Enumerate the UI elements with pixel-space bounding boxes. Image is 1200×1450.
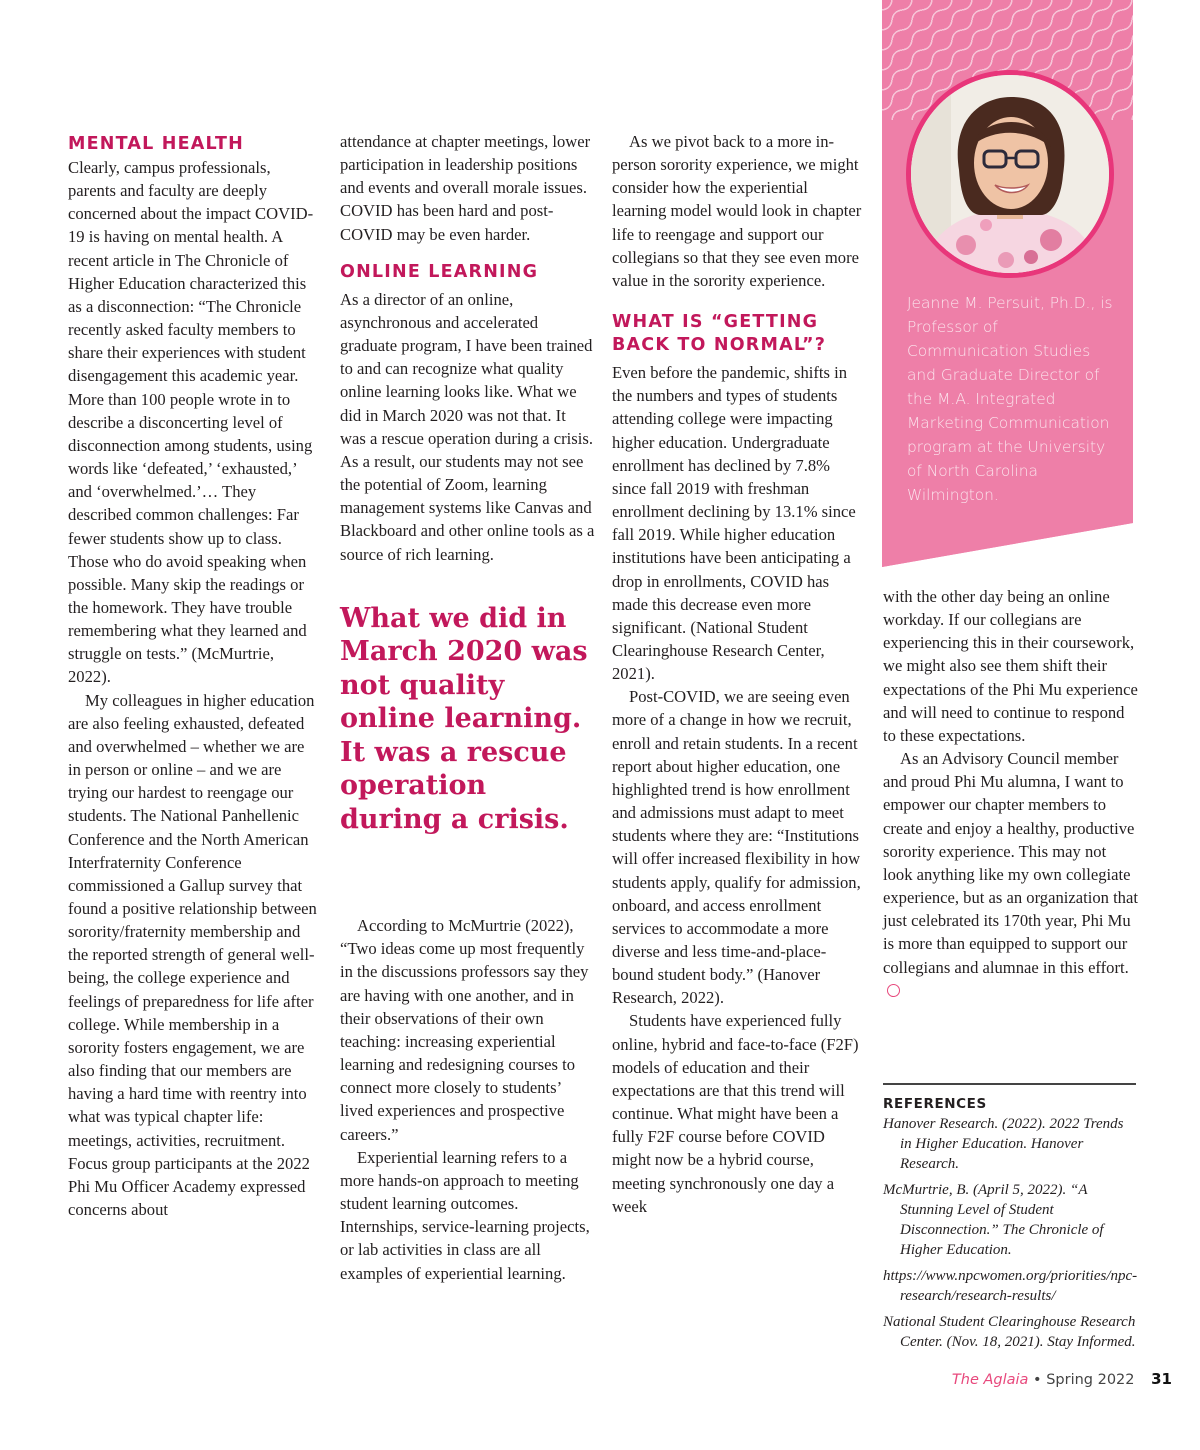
pandemic-paragraph: Even before the pandemic, shifts in the numbers and types of students attending college were impacting higher education. Undergraduate enrollment has declined by 7.8% since fall 2019 with freshman enrollment declining by 13.1% since fall 2019. While higher education institutions have been anticipating a drop in enrollments, COVID has made this decrease even more significant. (National Student Clearinghouse Research Center, 2021). — [612, 363, 856, 684]
magazine-name: The Aglaia — [951, 1372, 1029, 1388]
colleagues-paragraph: My colleagues in higher education are also feeling exhausted, defeated and overwhelmed – whether we are in person or online – and we are trying our hardest to reengage our students. The National Panhellenic Conference and the North American Interfraternity Conference commissioned a Gallup survey that found a positive relationship between sorority/fraternity membership and the reported strength of general well-being, the college experience and feelings of preparedness for life after college. While membership in a sorority fosters engagement, we are also finding that our members are having a hard time with reentry into what was typical chapter life: meetings, activities, recruitment. Focus group participants at the 2022 Phi Mu Officer Academy expressed concerns about — [68, 690, 317, 1220]
references — [883, 1096, 1138, 1358]
author-portrait — [906, 70, 1114, 278]
advisory-council-text: As an Advisory Council member and proud Phi Mu alumna, I want to empower our chapter members to create and enjoy a healthy, productive sorority experience. This may not look anything like my own collegiate experience, but as an organization that just celebrated its 170th year, Phi Mu is more than equipped to support our collegians and alumnae in this effort. — [883, 749, 1138, 977]
references-divider — [883, 1083, 1136, 1085]
reference-item: https://www.npcwomen.org/priorities/npc-research/research-results/ — [883, 1268, 1138, 1304]
references-heading: REFERENCES — [883, 1096, 987, 1112]
post-covid-paragraph: Post-COVID, we are seeing even more of a change in how we recruit, enroll and retain students. In a recent report about higher education, one highlighted trend is how enrollment and admissions must adapt to meet students where they are: “Institutions will offer increased flexibility in how students apply, qualify for admission, onboard, and access enrollment services to accommodate a more diverse and less time-and-place-bound student body.” (Hanover Research, 2022). — [612, 687, 861, 1008]
students-paragraph: Students have experienced fully online, hybrid and face-to-face (F2F) models of education and their expectations are that this trend will continue. What might have been a fully F2F course before COVID might now be a hybrid course, meeting synchronously one day a week — [612, 1011, 859, 1216]
advisory-council-paragraph — [883, 747, 1138, 1002]
reference-item: National Student Clearinghouse Research Center. (Nov. 18, 2021). Stay Informed. — [883, 1314, 1136, 1350]
mental-health-heading: MENTAL HEALTH — [68, 134, 244, 154]
reference-item: McMurtrie, B. (April 5, 2022). “A Stunning Level of Student Disconnection.” The Chronicle of Higher Education. — [883, 1182, 1104, 1258]
online-learning-heading: ONLINE LEARNING — [340, 261, 539, 282]
online-learning-paragraph: As a director of an online, asynchronous and accelerated graduate program, I have been trained to and can recognize what quality online learning looks like. What we did in March 2020 was not that. It was a rescue operation during a crisis. As a result, our students may not see the potential of Zoom, learning management systems like Canvas and Blackboard and other online tools as a source of rich learning. — [340, 289, 595, 564]
mental-health-paragraph: Clearly, campus professionals, parents and faculty are deeply concerned about the impact COVID-19 is having on mental health. A recent article in The Chronicle of Higher Education characterized this as a disconnection: “The Chronicle recently asked faculty members to share their experiences with student disengagement this academic year. More than 100 people wrote in to describe a disconcerting level of disconnection among students, using words like ‘defeated,’ ‘exhausted,’ and ‘overwhelmed.’… They described common challenges: Far fewer students show up to class. Those who do avoid speaking when possible. Many skip the readings or the homework. They have trouble remembering what they learned and struggle on tests.” (McMurtrie, 2022). — [68, 158, 314, 687]
author-portrait-illustration — [911, 75, 1109, 273]
footer-separator: • — [1033, 1372, 1042, 1388]
page-footer — [952, 1370, 1172, 1388]
column-4 — [883, 585, 1138, 1002]
mcmurtrie-paragraph: According to McMurtrie (2022), “Two ideas come up most frequently in the discussions professors say they are having with one another, and in their observations of their own teaching: increasing experiential learning and redesigning courses to connect more closely to students’ lived experiences and prospective careers.” — [340, 916, 589, 1144]
issue-date: Spring 2022 — [1046, 1372, 1135, 1388]
reference-item: Hanover Research. (2022). 2022 Trends in Higher Education. Hanover Research. — [883, 1116, 1124, 1172]
page-number: 31 — [1151, 1370, 1172, 1388]
pivot-paragraph: As we pivot back to a more in-person sorority experience, we might consider how the experiential learning model would look in chapter life to reengage and support our collegians so that they see even more value in the sorority experience. — [612, 132, 862, 290]
back-to-normal-heading: WHAT IS “GETTING BACK TO NORMAL”? — [612, 312, 827, 356]
attendance-paragraph: attendance at chapter meetings, lower participation in leadership positions and events and overall morale issues. COVID has been hard and post-COVID may be even harder. — [340, 132, 591, 244]
workday-paragraph: with the other day being an online workday. If our collegians are experiencing this in their coursework, we might also see them shift their expectations of the Phi Mu experience and will need to continue to respond to these expectations. — [883, 587, 1138, 745]
experiential-learning-paragraph: Experiential learning refers to a more hands-on approach to meeting student learning outcomes. Internships, service-learning projects, or lab activities in class are all examples of experiential learning. — [340, 1147, 590, 1283]
end-mark-icon — [887, 984, 900, 997]
pull-quote: What we did in March 2020 was not quality online learning. It was a rescue operation during a crisis. — [340, 602, 588, 835]
column-2 — [340, 130, 595, 1285]
author-bio: Jeanne M. Persuit, Ph.D., is Professor of Communication Studies and Graduate Director of the M.A. Integrated Marketing Communication program at the University of North Carolina Wilmington. — [907, 294, 1113, 504]
column-3 — [612, 130, 862, 1218]
column-1 — [68, 130, 318, 1221]
